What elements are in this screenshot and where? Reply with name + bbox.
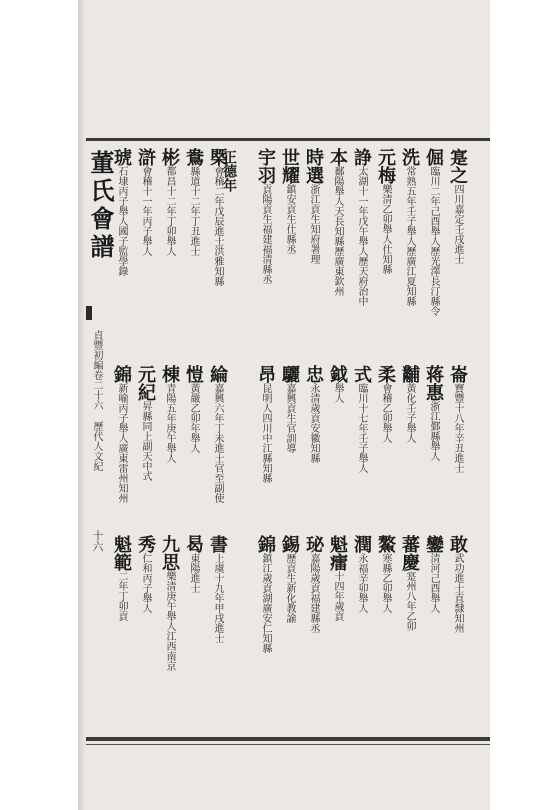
- column-head: 鴦: [183, 148, 204, 166]
- column-head: 珌: [303, 535, 324, 553]
- text-column: [304, 148, 322, 264]
- column-text: 縣道十二年丁丑進士: [188, 166, 199, 256]
- column-head: 本: [327, 148, 348, 166]
- column-head: 忠: [303, 365, 324, 383]
- column-text: 歷貢生新化教諭: [284, 553, 295, 623]
- column-head: 式: [351, 365, 372, 383]
- column-text: 浙江貢生知府署理: [308, 184, 319, 264]
- column-text: 會稽二年戊辰進士洪雅知縣: [212, 166, 223, 286]
- column-text: 貢陽貢生福建福清縣丞: [260, 184, 271, 284]
- column-head: 滸: [135, 148, 156, 166]
- column-text: 黃嚴乙卯年舉人: [188, 383, 199, 453]
- column-head: 諍: [351, 148, 372, 166]
- text-column: [304, 535, 322, 633]
- text-column: [400, 365, 418, 443]
- column-head: 鰲: [375, 535, 396, 553]
- text-column: [448, 365, 466, 473]
- text-column: [160, 535, 178, 671]
- text-column: [184, 148, 202, 256]
- column-head: 寔之: [447, 148, 468, 184]
- column-text: 舉人: [332, 383, 343, 403]
- column-text: 東陽進士: [188, 553, 199, 593]
- column-head: 倔: [423, 148, 444, 166]
- column-head: 元紀: [135, 365, 156, 401]
- fish-tail-mark: [86, 306, 92, 320]
- column-head: 昂: [255, 365, 276, 383]
- column-head: 時選: [303, 148, 324, 184]
- text-column: [160, 148, 178, 256]
- column-text: 嘉興六年丁未進士官至副使: [212, 383, 223, 503]
- column-head: 世耀: [279, 148, 300, 184]
- era-heading: 正德年: [221, 150, 237, 192]
- column-text: 永清歲貢安徽知縣: [308, 383, 319, 463]
- column-head: 蒋惠: [423, 365, 444, 401]
- column-head: 九思: [159, 535, 180, 571]
- column-head: 愷: [183, 365, 204, 383]
- column-text: 十四年歲貢: [332, 571, 343, 621]
- paper-edge: [78, 0, 86, 810]
- frame-bottom-border: [86, 737, 490, 741]
- column-text: 樂清庚午舉人江西南京: [164, 571, 175, 671]
- column-head: 黼: [399, 365, 420, 383]
- column-head: 槩: [207, 148, 228, 166]
- text-column: [112, 535, 130, 621]
- column-text: 仁和丙子舉人: [140, 553, 151, 613]
- text-column: [112, 365, 130, 503]
- column-head: 秀: [135, 535, 156, 553]
- text-column: [280, 365, 298, 453]
- column-text: 寔州八年乙卯: [404, 571, 415, 631]
- text-column: [160, 365, 178, 463]
- column-text: 嘉興貢生官訓導: [284, 383, 295, 453]
- text-column: [352, 535, 370, 613]
- column-head: 宇羽: [255, 148, 276, 184]
- column-text: 武功進士直隸知州: [452, 553, 463, 633]
- text-column: [376, 148, 394, 274]
- text-column: [352, 365, 370, 473]
- text-column: [376, 535, 394, 613]
- text-column: [184, 535, 202, 593]
- margin-text: 貞豐初編卷二十六 歷代人文紀: [91, 330, 102, 471]
- text-column: [256, 365, 274, 483]
- column-text: 常熟五年壬子舉人歷廣江夏知縣: [404, 166, 415, 306]
- column-text: 清河己酉舉人: [428, 553, 439, 613]
- book-title: 董氏會譜: [86, 150, 115, 262]
- column-head: 鑾: [423, 535, 444, 553]
- column-text: 永福辛卯舉人: [356, 553, 367, 613]
- column-text: 都昌十二年丁卯舉人: [164, 166, 175, 256]
- text-column: [448, 535, 466, 633]
- text-column: [256, 148, 274, 284]
- column-text: 上虞十九年甲戌進士: [212, 553, 223, 643]
- column-head: 崙: [447, 365, 468, 383]
- text-column: [448, 148, 466, 264]
- text-column: [280, 148, 298, 254]
- text-column: [424, 148, 442, 316]
- column-text: 二年丁卯貢: [116, 571, 127, 621]
- column-head: 棟: [159, 365, 180, 383]
- column-head: 元梅: [375, 148, 396, 184]
- column-head: 洗: [399, 148, 420, 166]
- column-head: 柔: [375, 365, 396, 383]
- column-text: 太湖十一年戊午舉人歷天府治中: [356, 166, 367, 306]
- column-text: 寶豐十八年辛丑進士: [452, 383, 463, 473]
- text-column: [424, 365, 442, 461]
- column-text: 臨川十七年壬子舉人: [356, 383, 367, 473]
- text-column: [400, 535, 418, 631]
- column-head: 錫: [279, 535, 300, 553]
- column-head: 彬: [159, 148, 180, 166]
- page-number: 十六: [91, 530, 104, 552]
- column-text: 寒縣乙卯舉人: [380, 553, 391, 613]
- text-column: [280, 535, 298, 623]
- text-column: [352, 148, 370, 306]
- text-column: [136, 365, 154, 481]
- text-column: [328, 365, 346, 403]
- column-text: 鄱陽舉人天長知縣歷廣東欽州: [332, 166, 343, 296]
- text-column: [256, 535, 274, 653]
- column-text: 鎮安貢生仕縣丞: [284, 184, 295, 254]
- text-column: [136, 148, 154, 256]
- text-column: [112, 148, 130, 276]
- text-column: [136, 535, 154, 613]
- column-text: 昇縣同上副天中式: [140, 401, 151, 481]
- column-head: 鉞: [327, 365, 348, 383]
- column-text: 會稽十一年丙子舉人: [140, 166, 151, 256]
- column-head: 錦: [255, 535, 276, 553]
- column-head: 錦: [111, 365, 132, 383]
- text-column: [208, 535, 226, 643]
- column-head: 魁範: [111, 535, 132, 571]
- column-head: 蕃慶: [399, 535, 420, 571]
- column-head: 琥: [111, 148, 132, 166]
- column-text: 臨川二年己酉舉人歷光澤長汀縣令: [428, 166, 439, 316]
- text-column: [328, 148, 346, 296]
- column-text: 樂清乙卯舉人仕知縣: [380, 184, 391, 274]
- text-column: [400, 148, 418, 306]
- column-text: 會稽乙卯舉人: [380, 383, 391, 443]
- column-text: 嘉陽歲貢福建縣丞: [308, 553, 319, 633]
- text-column: [184, 365, 202, 453]
- column-text: 青陽五年庚午舉人: [164, 383, 175, 463]
- text-column: [208, 365, 226, 503]
- text-column: [424, 535, 442, 613]
- column-text: 石埭丙子舉人國子監學錄: [116, 166, 127, 276]
- column-head: 綸: [207, 365, 228, 383]
- frame-top-border: [86, 138, 490, 141]
- frame-bottom-thin-border: [86, 744, 490, 745]
- column-head: 驪: [279, 365, 300, 383]
- column-head: 敢: [447, 535, 468, 553]
- column-head: 曷: [183, 535, 204, 553]
- column-text: 鎮江歲貢湖廣安仁知縣: [260, 553, 271, 653]
- column-head: 潤: [351, 535, 372, 553]
- column-text: 黃化壬子舉人: [404, 383, 415, 443]
- column-text: 新喻丙子舉人廣東雷州知州: [116, 383, 127, 503]
- column-head: 魁癗: [327, 535, 348, 571]
- text-column: [328, 535, 346, 621]
- column-text: 浙江鄞縣舉人: [428, 401, 439, 461]
- text-column: [304, 365, 322, 463]
- column-head: 書: [207, 535, 228, 553]
- column-text: 四川嘉定壬戌進士: [452, 184, 463, 264]
- text-column: [376, 365, 394, 443]
- column-text: 昆明人四川中江縣知縣: [260, 383, 271, 483]
